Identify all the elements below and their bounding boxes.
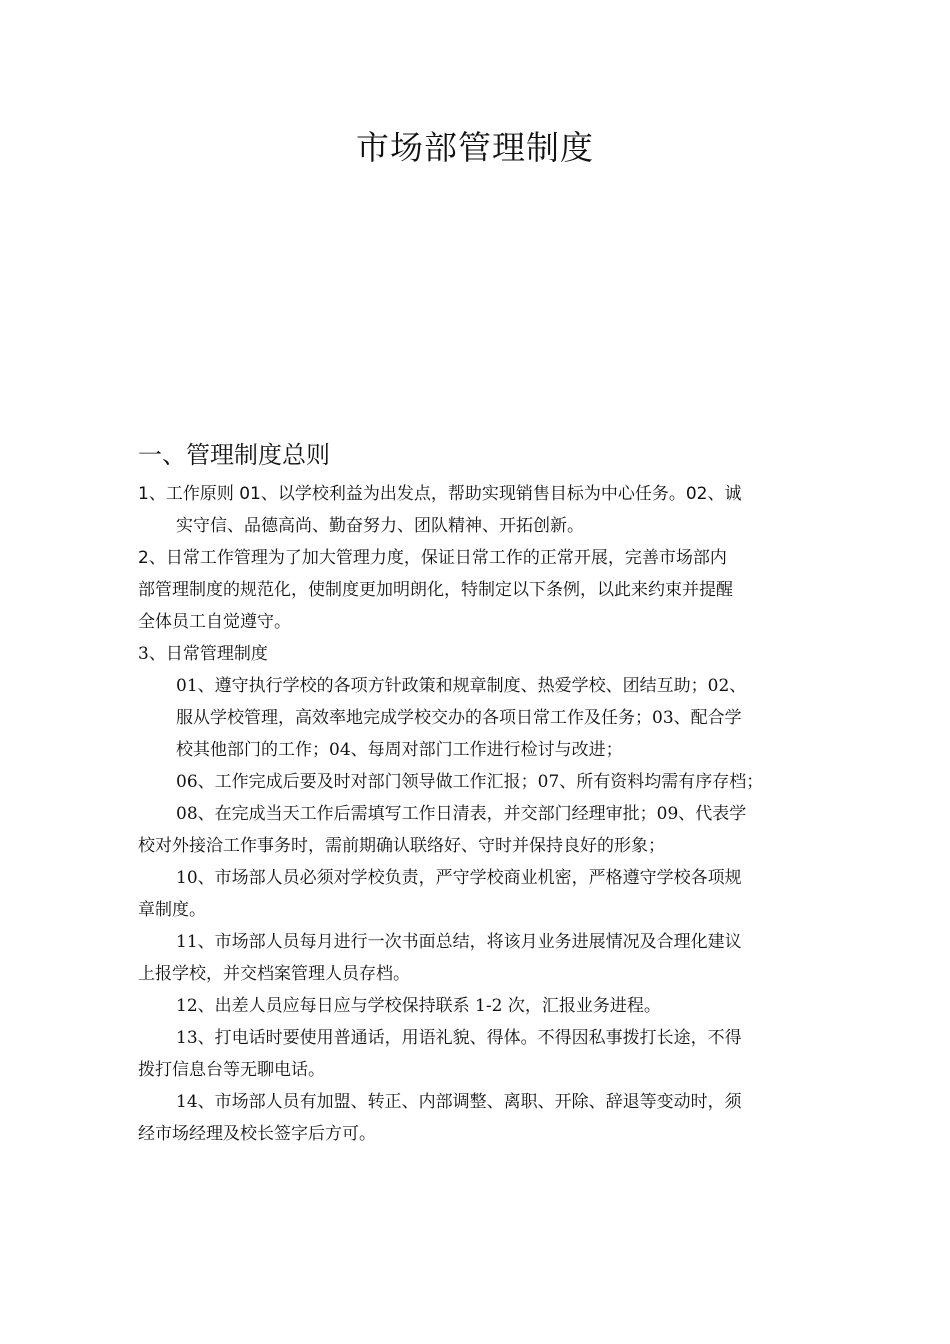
document-title: 市场部管理制度 xyxy=(356,128,594,167)
body-line: 12、出差人员应每日应与学校保持联系 1-2 次，汇报业务进程。 xyxy=(176,996,661,1016)
body-line: 经市场经理及校长签字后方可。 xyxy=(138,1124,376,1144)
body-line: 06、工作完成后要及时对部门领导做工作汇报；07、所有资料均需有序存档； xyxy=(176,772,764,792)
body-line: 2、日常工作管理为了加大管理力度，保证日常工作的正常开展，完善市场部内 xyxy=(138,548,727,568)
document-body xyxy=(138,478,818,1150)
body-line: 拨打信息台等无聊电话。 xyxy=(138,1060,325,1080)
body-line: 校对外接洽工作事务时，需前期确认联络好、守时并保持良好的形象； xyxy=(138,836,665,856)
body-line: 10、市场部人员必须对学校负责，严守学校商业机密，严格遵守学校各项规 xyxy=(176,868,742,888)
body-line: 实守信、品德高尚、勤奋努力、团队精神、开拓创新。 xyxy=(176,516,584,536)
body-line: 08、在完成当天工作后需填写工作日清表，并交部门经理审批；09、代表学 xyxy=(176,804,747,824)
body-line: 服从学校管理，高效率地完成学校交办的各项日常工作及任务；03、配合学 xyxy=(176,708,742,728)
body-line: 全体员工自觉遵守。 xyxy=(138,612,291,632)
body-line: 14、市场部人员有加盟、转正、内部调整、离职、开除、辞退等变动时，须 xyxy=(176,1092,742,1112)
body-line: 11、市场部人员每月进行一次书面总结，将该月业务进展情况及合理化建议 xyxy=(176,932,742,952)
body-line: 01、遵守执行学校的各项方针政策和规章制度、热爱学校、团结互助；02、 xyxy=(176,676,747,696)
body-line: 章制度。 xyxy=(138,900,206,920)
body-line: 13、打电话时要使用普通话，用语礼貌、得体。不得因私事拨打长途，不得 xyxy=(176,1028,742,1048)
body-line: 1、工作原则 01、以学校利益为出发点，帮助实现销售目标为中心任务。02、诚 xyxy=(138,484,742,504)
body-line: 上报学校，并交档案管理人员存档。 xyxy=(138,964,410,984)
body-line: 部管理制度的规范化，使制度更加明朗化，特制定以下条例，以此来约束并提醒 xyxy=(138,580,733,600)
section-heading: 一、管理制度总则 xyxy=(138,441,330,469)
body-line: 3、日常管理制度 xyxy=(138,644,268,664)
body-line: 校其他部门的工作；04、每周对部门工作进行检讨与改进； xyxy=(176,740,623,760)
